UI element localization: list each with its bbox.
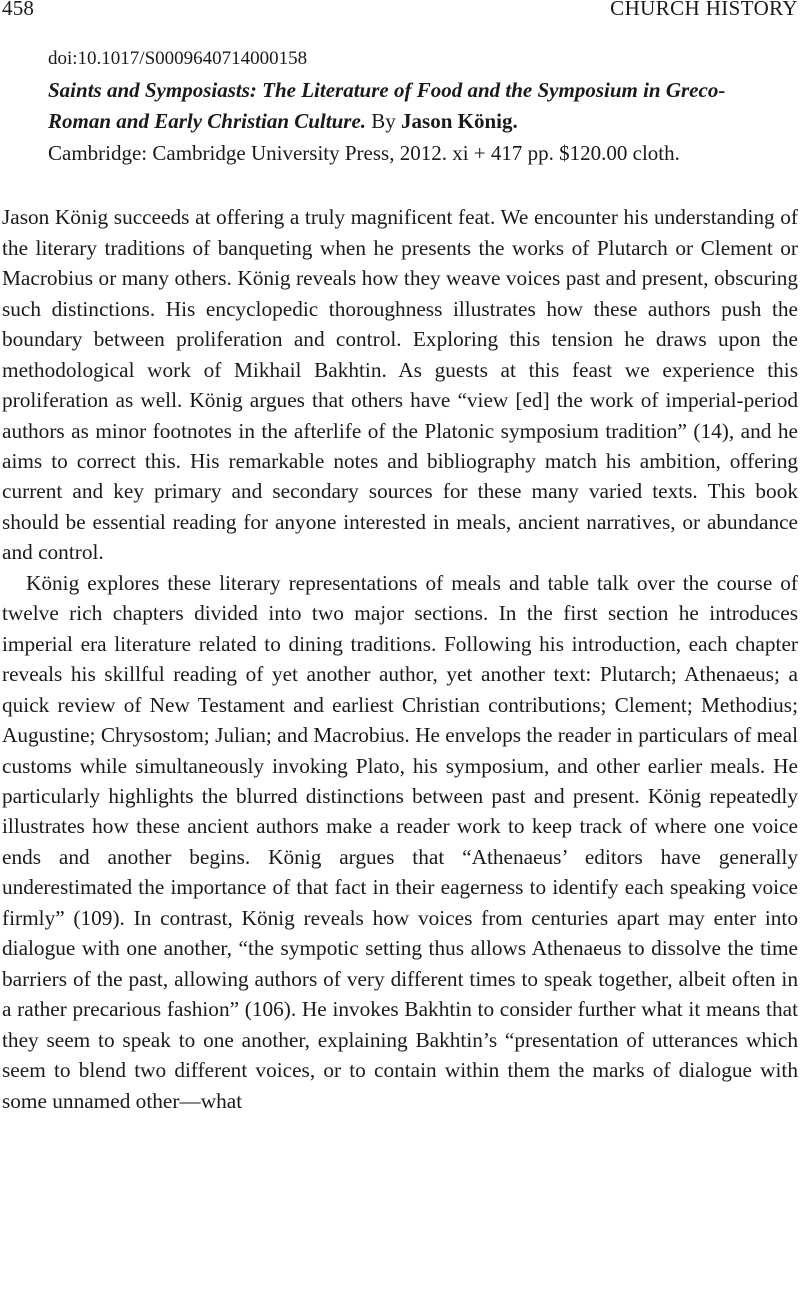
publication-details: Cambridge: Cambridge University Press, 2012. xi + 417 pp. $120.00 cloth.	[48, 140, 680, 165]
running-header	[2, 0, 798, 26]
doi-link[interactable]: doi:10.1017/S0009640714000158	[48, 48, 308, 69]
review-body	[2, 202, 798, 1116]
by-label: By	[371, 109, 396, 134]
book-citation	[48, 43, 756, 169]
journal-title: CHURCH HISTORY	[610, 0, 798, 20]
page-number: 458	[2, 0, 35, 20]
body-paragraph-1: Jason König succeeds at offering a truly magnificent feat. We encounter his understanding of the literary traditions of banqueting when he presents the works of Plutarch or Clement or Macrobius or many others. König reveals how they weave voices past and present, obscuring such distinctions. His encyclopedic thoroughness illustrates how these authors push the boundary between proliferation and control. Exploring this tension he draws upon the methodological work of Mikhail Bakhtin. As guests at this feast we experience this proliferation as well. König argues that others have “view [ed] the work of imperial-period authors as minor footnotes in the afterlife of the Platonic symposium tradition” (14), and he aims to correct this. His remarkable notes and bibliography match his ambition, offering current and key primary and secondary sources for these many varied texts. This book should be essential reading for anyone interested in meals, ancient narratives, or abundance and control.	[2, 205, 798, 565]
book-title: Saints and Symposiasts: The Literature of Food and the Symposium in Greco-Roman and Early Christian Culture.	[48, 77, 726, 134]
body-paragraph-2: König explores these literary representations of meals and table talk over the course of twelve rich chapters divided into two major sections. In the first section he introduces imperial era literature related to dining traditions. Following his introduction, each chapter reveals his skillful reading of yet another author, yet another text: Plutarch; Athenaeus; a quick review of New Testament and earliest Christian contributions; Clement; Methodius; Augustine; Chrysostom; Julian; and Macrobius. He envelops the reader in particulars of meal customs while simultaneously invoking Plato, his symposium, and other earlier meals. He particularly highlights the blurred distinctions between past and present. König repeatedly illustrates how these ancient authors make a reader work to keep track of where one voice ends and another begins. König argues that “Athenaeus’ editors have generally underestimated the importance of that fact in their eagerness to identify each speaking voice firmly” (109). In contrast, König reveals how voices from centuries apart may enter into dialogue with one another, “the sympotic setting thus allows Athenaeus to dissolve the time barriers of the past, allowing authors of very different times to speak together, albeit often in a rather precarious fashion” (106). He invokes Bakhtin to consider further what it means that they seem to speak to one another, explaining Bakhtin’s “presentation of utterances which seem to blend two different voices, or to contain within them the marks of dialogue with some unnamed other—what	[2, 570, 798, 1113]
book-author: Jason König.	[401, 109, 518, 134]
